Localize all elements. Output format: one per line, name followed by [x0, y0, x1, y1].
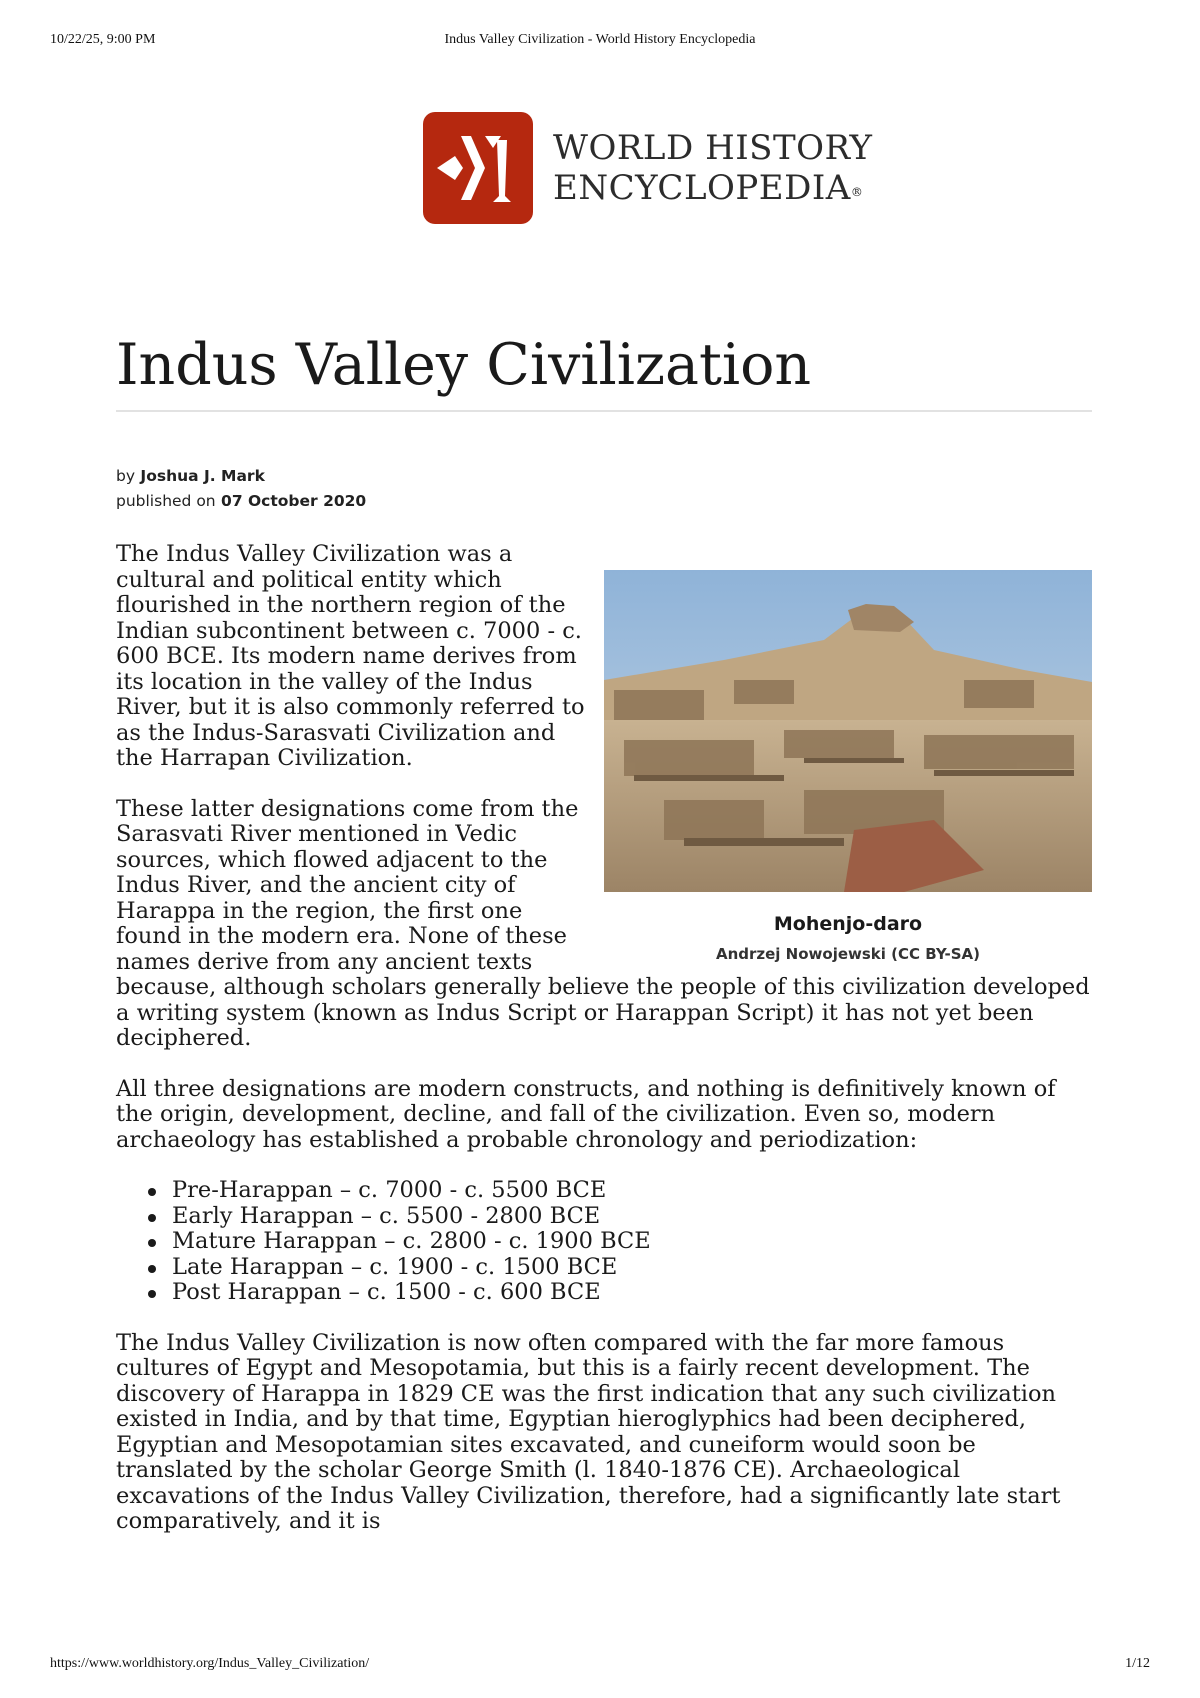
article-figure	[604, 570, 1092, 964]
title-divider	[116, 410, 1092, 412]
figure-caption: Mohenjo-daro	[773, 913, 923, 935]
logo-glyph-icon	[423, 112, 533, 224]
print-datetime: 10/22/25, 9:00 PM	[50, 32, 156, 47]
by-label: by	[116, 467, 136, 485]
list-item: Early Harappan – c. 5500 - 2800 BCE	[172, 1204, 1092, 1230]
list-item: Pre-Harappan – c. 7000 - c. 5500 BCE	[172, 1178, 1092, 1204]
published-date: 07 October 2020	[221, 492, 367, 510]
print-url[interactable]: https://www.worldhistory.org/Indus_Valley_Civilization/	[50, 1656, 370, 1671]
periodization-list	[116, 1178, 1092, 1306]
list-item: Late Harappan – c. 1900 - c. 1500 BCE	[172, 1255, 1092, 1281]
paragraph-2: These latter designations come from the Sarasvati River mentioned in Vedic sources, which flowed adjacent to the Indus River, and the ancient city of Harappa in the region, the first one found in the modern era. None of these names derive from any ancient texts because, although scholars generally believe the people of this civilization developed a writing system (known as Indus Script or Harappan Script) it has not yet been deciphered.	[116, 795, 1090, 1051]
page-title: Indus Valley Civilization	[116, 332, 812, 398]
mohenjo-daro-photo[interactable]	[604, 570, 1092, 892]
print-doc-title: Indus Valley Civilization - World History Encyclopedia	[444, 32, 756, 47]
paragraph-3: All three designations are modern constructs, and nothing is definitively known of the origin, development, decline, and fall of the civilization. Even so, modern archaeology has established a probable chronology and periodization:	[116, 1075, 1056, 1153]
list-item: Mature Harappan – c. 2800 - c. 1900 BCE	[172, 1229, 1092, 1255]
article-body	[116, 542, 1092, 1560]
published-label: published on	[116, 492, 216, 510]
author-link[interactable]: Joshua J. Mark	[140, 467, 265, 485]
print-header	[50, 32, 1150, 52]
site-logo[interactable]	[423, 112, 883, 224]
logo-line-1: WORLD HISTORY	[553, 128, 873, 168]
page-number: 1/12	[1125, 1656, 1150, 1671]
paragraph-1: The Indus Valley Civilization was a cultural and political entity which flourished in the northern region of the Indian subcontinent between c. 7000 - c. 600 BCE. Its modern name derives from its location in the valley of the Indus River, but it is also commonly referred to as the Indus-Sarasvati Civilization and the Harrapan Civilization.	[116, 541, 585, 771]
byline	[116, 464, 366, 514]
logo-wordmark	[553, 128, 873, 208]
registered-mark: ®	[850, 185, 864, 199]
figure-credit[interactable]: Andrzej Nowojewski (CC BY-SA)	[715, 945, 980, 963]
print-footer	[50, 1656, 1150, 1676]
logo-line-2: ENCYCLOPEDIA	[553, 168, 851, 208]
list-item: Post Harappan – c. 1500 - c. 600 BCE	[172, 1280, 1092, 1306]
paragraph-4: The Indus Valley Civilization is now often compared with the far more famous cultures of Egypt and Mesopotamia, but this is a fairly recent development. The discovery of Harappa in 1829 CE was the first indication that any such civilization existed in India, and by that time, Egyptian hieroglyphics had been deciphered, Egyptian and Mesopotamian sites excavated, and cuneiform would soon be translated by the scholar George Smith (l. 1840-1876 CE). Archaeological excavations of the Indus Valley Civilization, therefore, had a significantly late start comparatively, and it is	[116, 1329, 1061, 1534]
